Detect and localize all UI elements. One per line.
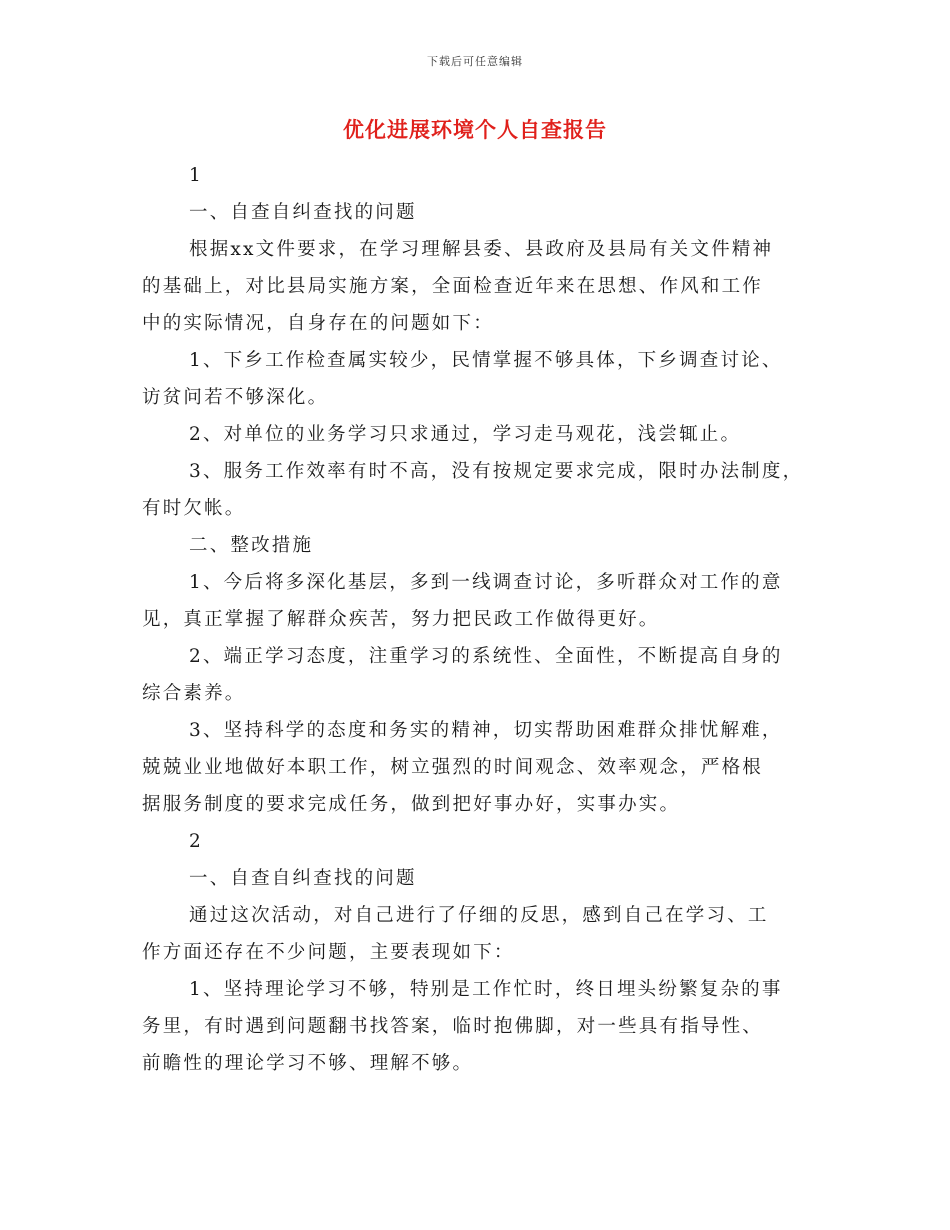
text-line: 3、坚持科学的态度和务实的精神，切实帮助困难群众排忧解难， <box>189 720 783 741</box>
text-line: 综合素养。 <box>142 683 246 704</box>
text-line: 中的实际情况，自身存在的问题如下： <box>142 313 494 334</box>
text-line: 2、端正学习态度，注重学习的系统性、全面性，不断提高自身的 <box>189 646 783 667</box>
text-line: 3、服务工作效率有时不高，没有按规定要求完成，限时办法制度， <box>189 461 804 482</box>
text-line: 一、自查自纠查找的问题 <box>189 868 417 889</box>
text-line: 通过这次活动，对自己进行了仔细的反思，感到自己在学习、工 <box>189 905 769 926</box>
text-line: 前瞻性的理论学习不够、理解不够。 <box>142 1053 474 1074</box>
text-line: 兢兢业业地做好本职工作，树立强烈的时间观念、效率观念，严格根 <box>142 757 764 778</box>
text-line: 作方面还存在不少问题，主要表现如下： <box>142 942 515 963</box>
text-line: 2 <box>189 831 203 852</box>
text-line: 见，真正掌握了解群众疾苦，努力把民政工作做得更好。 <box>142 609 660 630</box>
text-line: 2、对单位的业务学习只求通过，学习走马观花，浅尝辄止。 <box>189 424 742 445</box>
document-body <box>142 157 822 1082</box>
text-line: 的基础上，对比县局实施方案，全面检查近年来在思想、作风和工作 <box>142 276 764 297</box>
text-line: 一、自查自纠查找的问题 <box>189 202 417 223</box>
text-line: 务里，有时遇到问题翻书找答案，临时抱佛脚，对一些具有指导性、 <box>142 1016 764 1037</box>
document-title: 优化进展环境个人自查报告 <box>343 118 607 142</box>
header-note: 下载后可任意编辑 <box>427 55 523 68</box>
text-line: 根据xx文件要求，在学习理解县委、县政府及县局有关文件精神 <box>189 239 774 260</box>
text-line: 1、今后将多深化基层，多到一线调查讨论，多听群众对工作的意 <box>189 572 783 593</box>
text-line: 据服务制度的要求完成任务，做到把好事办好，实事办实。 <box>142 794 681 815</box>
text-line: 访贫问若不够深化。 <box>142 387 329 408</box>
text-line: 1、下乡工作检查属实较少，民情掌握不够具体，下乡调查讨论、 <box>189 350 783 371</box>
text-line: 二、整改措施 <box>189 535 314 556</box>
text-line: 有时欠帐。 <box>142 498 246 519</box>
text-line: 1 <box>189 165 203 186</box>
text-line: 1、坚持理论学习不够，特别是工作忙时，终日埋头纷繁复杂的事 <box>189 979 783 1000</box>
